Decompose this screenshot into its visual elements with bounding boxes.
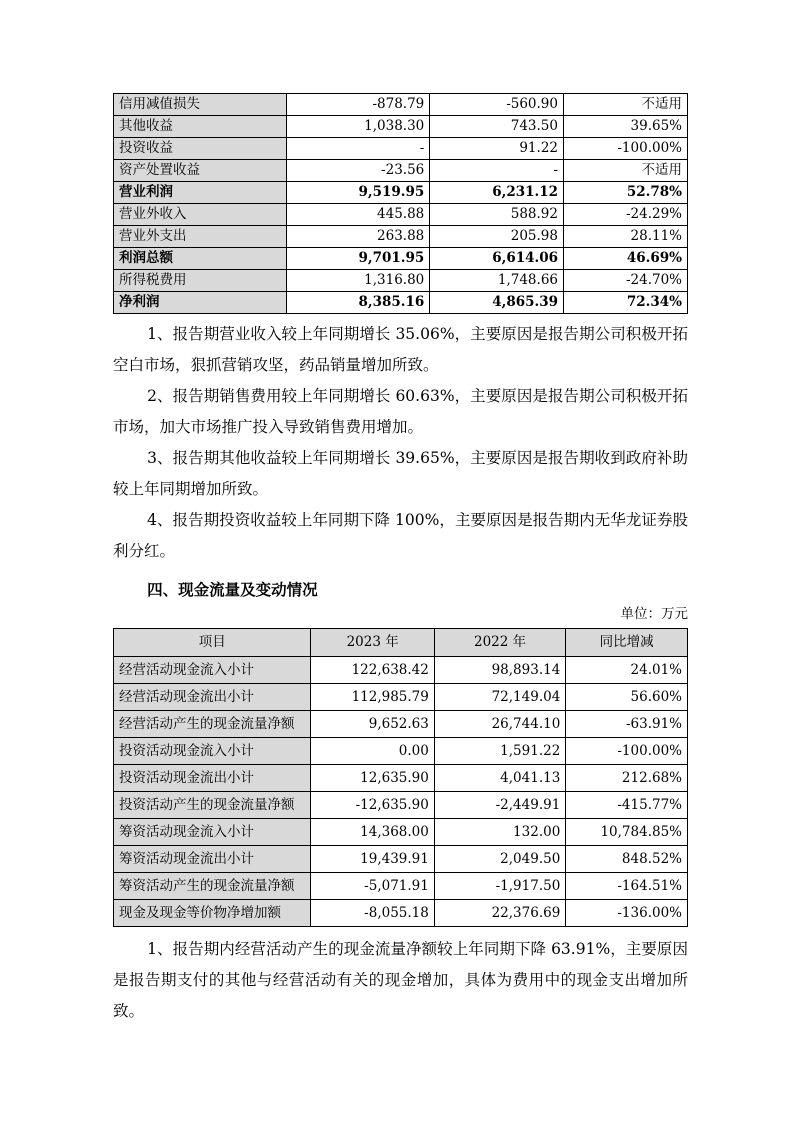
yoy-change-cell: 24.01% (566, 657, 688, 684)
table-row (114, 873, 688, 900)
row-label-cell: 筹资活动产生的现金流量净额 (114, 873, 311, 900)
row-label-cell: 利润总额 (114, 248, 287, 270)
value-2023-cell: 9,701.95 (287, 248, 430, 270)
value-2023-cell: -12,635.90 (311, 792, 434, 819)
value-2023-cell: 8,385.16 (287, 292, 430, 314)
table-row (114, 160, 688, 182)
table-row (114, 711, 688, 738)
value-2022-cell: 6,231.12 (430, 182, 564, 204)
row-label-cell: 现金及现金等价物净增加额 (114, 900, 311, 927)
row-label-cell: 营业外支出 (114, 226, 287, 248)
value-2023-cell: 1,038.30 (287, 116, 430, 138)
value-2022-cell: -2,449.91 (434, 792, 565, 819)
yoy-change-cell: -63.91% (566, 711, 688, 738)
analysis-paragraph-4: 4、报告期投资收益较上年同期下降 100%，主要原因是报告期内无华龙证券股利分红。 (113, 511, 688, 560)
value-2023-cell: 1,316.80 (287, 270, 430, 292)
profit-loss-table (113, 93, 688, 314)
analysis-paragraph-1: 1、报告期营业收入较上年同期增长 35.06%，主要原因是报告期公司积极开拓空白市场，狠抓营销攻坚，药品销量增加所致。 (113, 325, 688, 374)
cashflow-table-body (114, 657, 688, 927)
table-row (114, 900, 688, 927)
table-row (114, 226, 688, 248)
value-2023-cell: 263.88 (287, 226, 430, 248)
value-2023-cell: 445.88 (287, 204, 430, 226)
profit-loss-table-body (114, 94, 688, 314)
row-label-cell: 投资活动产生的现金流量净额 (114, 792, 311, 819)
row-label-cell: 营业利润 (114, 182, 287, 204)
value-2022-cell: 743.50 (430, 116, 564, 138)
value-2023-cell: 122,638.42 (311, 657, 434, 684)
value-2022-cell: 91.22 (430, 138, 564, 160)
table-row (114, 116, 688, 138)
yoy-change-cell: 39.65% (564, 116, 688, 138)
value-2023-cell: 12,635.90 (311, 765, 434, 792)
row-label-cell: 投资收益 (114, 138, 287, 160)
yoy-change-cell: 46.69% (564, 248, 688, 270)
value-2023-cell: 112,985.79 (311, 684, 434, 711)
value-2023-cell: -23.56 (287, 160, 430, 182)
table-row (114, 292, 688, 314)
row-label-cell: 净利润 (114, 292, 287, 314)
value-2023-cell: 14,368.00 (311, 819, 434, 846)
unit-label: 单位：万元 (620, 606, 688, 622)
value-2022-cell: 2,049.50 (434, 846, 565, 873)
row-label-cell: 信用减值损失 (114, 94, 287, 116)
analysis-paragraphs (113, 319, 688, 567)
header-row (114, 629, 688, 657)
row-label-cell: 营业外收入 (114, 204, 287, 226)
table-row (114, 657, 688, 684)
value-2023-cell: -5,071.91 (311, 873, 434, 900)
header-yoy-change: 同比增减 (566, 629, 688, 657)
row-label-cell: 经营活动产生的现金流量净额 (114, 711, 311, 738)
yoy-change-cell: 不适用 (564, 94, 688, 116)
value-2023-cell: 9,652.63 (311, 711, 434, 738)
header-2023: 2023 年 (311, 629, 434, 657)
table-row (114, 94, 688, 116)
cashflow-note-block (113, 934, 688, 1027)
table-row (114, 204, 688, 226)
value-2023-cell: 9,519.95 (287, 182, 430, 204)
table-row (114, 138, 688, 160)
cashflow-note-paragraph: 1、报告期内经营活动产生的现金流量净额较上年同期下降 63.91%，主要原因是报告期支付的其他与经营活动有关的现金增加，具体为费用中的现金支出增加所致。 (113, 940, 688, 1020)
yoy-change-cell: 72.34% (564, 292, 688, 314)
yoy-change-cell: -136.00% (566, 900, 688, 927)
yoy-change-cell: -24.70% (564, 270, 688, 292)
value-2022-cell: 26,744.10 (434, 711, 565, 738)
table-row (114, 248, 688, 270)
value-2022-cell: 4,865.39 (430, 292, 564, 314)
row-label-cell: 筹资活动现金流出小计 (114, 846, 311, 873)
yoy-change-cell: 28.11% (564, 226, 688, 248)
header-item: 项目 (114, 629, 311, 657)
value-2023-cell: -878.79 (287, 94, 430, 116)
value-2022-cell: -560.90 (430, 94, 564, 116)
analysis-paragraph-2: 2、报告期销售费用较上年同期增长 60.63%，主要原因是报告期公司积极开拓市场，加大市场推广投入导致销售费用增加。 (113, 387, 688, 436)
table-row (114, 792, 688, 819)
value-2022-cell: 22,376.69 (434, 900, 565, 927)
yoy-change-cell: 212.68% (566, 765, 688, 792)
section-heading: 四、现金流量及变动情况 (147, 580, 318, 599)
page-content (113, 93, 688, 1027)
value-2022-cell: 98,893.14 (434, 657, 565, 684)
value-2023-cell: - (287, 138, 430, 160)
value-2022-cell: 205.98 (430, 226, 564, 248)
value-2022-cell: 6,614.06 (430, 248, 564, 270)
cashflow-table (113, 628, 688, 927)
row-label-cell: 资产处置收益 (114, 160, 287, 182)
value-2023-cell: 19,439.91 (311, 846, 434, 873)
yoy-change-cell: 52.78% (564, 182, 688, 204)
row-label-cell: 投资活动现金流出小计 (114, 765, 311, 792)
row-label-cell: 经营活动现金流出小计 (114, 684, 311, 711)
table-row (114, 182, 688, 204)
yoy-change-cell: -415.77% (566, 792, 688, 819)
row-label-cell: 其他收益 (114, 116, 287, 138)
yoy-change-cell: -164.51% (566, 873, 688, 900)
table-row (114, 738, 688, 765)
yoy-change-cell: 56.60% (566, 684, 688, 711)
value-2022-cell: 1,748.66 (430, 270, 564, 292)
yoy-change-cell: 848.52% (566, 846, 688, 873)
yoy-change-cell: 不适用 (564, 160, 688, 182)
value-2023-cell: -8,055.18 (311, 900, 434, 927)
table-row (114, 270, 688, 292)
yoy-change-cell: -24.29% (564, 204, 688, 226)
value-2022-cell: 588.92 (430, 204, 564, 226)
value-2023-cell: 0.00 (311, 738, 434, 765)
value-2022-cell: 132.00 (434, 819, 565, 846)
yoy-change-cell: -100.00% (566, 738, 688, 765)
value-2022-cell: 72,149.04 (434, 684, 565, 711)
header-2022: 2022 年 (434, 629, 565, 657)
value-2022-cell: 1,591.22 (434, 738, 565, 765)
yoy-change-cell: -100.00% (564, 138, 688, 160)
yoy-change-cell: 10,784.85% (566, 819, 688, 846)
value-2022-cell: - (430, 160, 564, 182)
cashflow-table-header (114, 629, 688, 657)
table-row (114, 819, 688, 846)
row-label-cell: 筹资活动现金流入小计 (114, 819, 311, 846)
table-row (114, 846, 688, 873)
table-row (114, 765, 688, 792)
table-row (114, 684, 688, 711)
value-2022-cell: 4,041.13 (434, 765, 565, 792)
row-label-cell: 经营活动现金流入小计 (114, 657, 311, 684)
analysis-paragraph-3: 3、报告期其他收益较上年同期增长 39.65%，主要原因是报告期收到政府补助较上年同期增加所致。 (113, 449, 688, 498)
row-label-cell: 所得税费用 (114, 270, 287, 292)
row-label-cell: 投资活动现金流入小计 (114, 738, 311, 765)
value-2022-cell: -1,917.50 (434, 873, 565, 900)
